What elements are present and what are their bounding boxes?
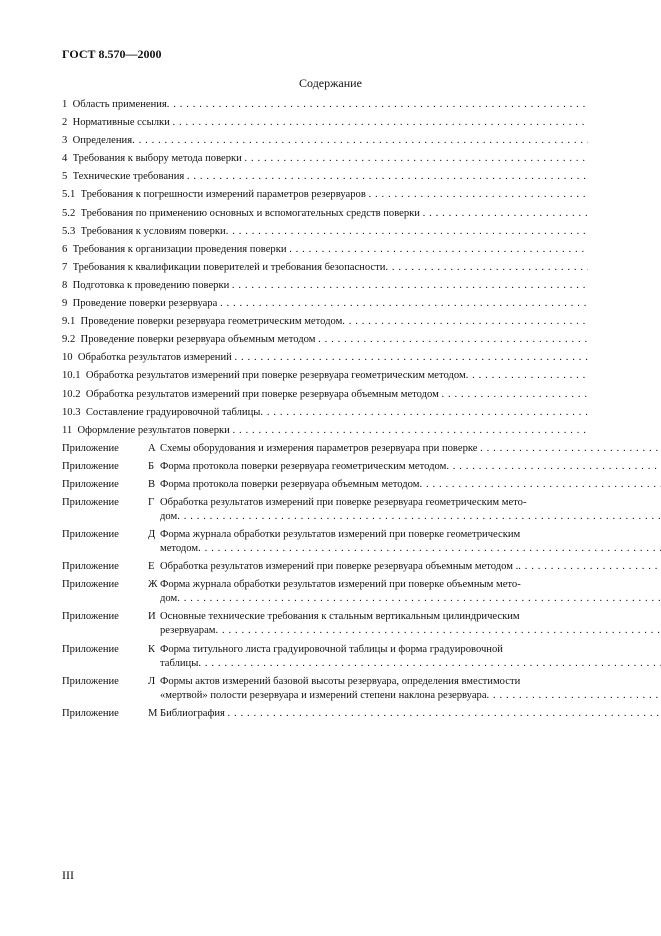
toc-entry-number: 10 (62, 352, 78, 364)
toc-entry-text: Обработка результатов измерений при поверке резервуара объемным методом (85, 388, 442, 400)
toc-entry-text: Технические требования (72, 171, 187, 183)
appendix-title-line2 (160, 624, 661, 638)
appendix-label: Приложение (62, 707, 119, 719)
appendix-title (160, 578, 661, 606)
appendix-letter: К (148, 643, 156, 655)
leader-dots (198, 542, 661, 556)
toc-entry-number: 5 (62, 171, 73, 183)
leader-dots (198, 657, 661, 671)
toc-entry-number: 9.2 (62, 334, 81, 346)
appendix-title-text: Обработка результатов измерений при поверке резервуара геометрическим мето- (160, 497, 527, 509)
appendix-letter: Л (148, 675, 156, 687)
appendix-title (160, 675, 661, 703)
toc-entry[interactable] (62, 369, 588, 383)
toc-entry-title (81, 207, 588, 221)
appendix-title-continuation: методом (160, 543, 199, 555)
appendix-title-line2 (160, 592, 661, 606)
appendix-title-text: Схемы оборудования и измерения параметров резервуара при поверке (160, 442, 481, 454)
toc-entry-title (86, 369, 588, 383)
toc-entry-text: Требования к условиям поверки (80, 225, 226, 237)
toc-entry[interactable] (62, 207, 588, 221)
toc-entry-number: 3 (62, 135, 73, 147)
toc-entry-text: Требования к выбору метода поверки (72, 153, 245, 165)
appendix-title-line1 (160, 675, 661, 689)
appendix-title-line1 (160, 707, 661, 721)
appendix-title-line2 (160, 657, 661, 671)
appendix-title-line1 (160, 460, 661, 474)
appendix-title-line1 (160, 560, 661, 574)
toc-entry[interactable] (62, 225, 588, 239)
toc-appendix[interactable] (62, 478, 588, 492)
appendix-title-text: Форма титульного листа градуировочной таблицы и форма градуировочной (160, 643, 503, 655)
page-number: III (62, 868, 74, 882)
toc-entry[interactable] (62, 315, 588, 329)
appendix-title (160, 707, 661, 721)
toc-entry-title (73, 297, 588, 311)
appendix-title-continuation: резервуарам (160, 625, 216, 637)
appendix-letter: Д (148, 529, 156, 541)
toc-entry-text: Проведение поверки резервуара геометрическим методом (80, 316, 343, 328)
toc-entry-text: Определения (72, 135, 133, 147)
appendix-label: Приложение (62, 561, 119, 573)
appendix-label: Приложение (62, 675, 119, 687)
toc-entry-number: 9.1 (62, 316, 81, 328)
toc-entry-number: 5.2 (62, 207, 81, 219)
toc-entry-title (81, 225, 588, 239)
toc-entry-title (78, 424, 589, 438)
appendix-label: Приложение (62, 497, 119, 509)
toc-entry-text: Требования к погрешности измерений параметров резервуаров (80, 189, 369, 201)
toc-entry-number: 5.3 (62, 225, 81, 237)
toc-entry-number: 9 (62, 298, 73, 310)
appendix-title-text: Основные технические требования к стальным вертикальным цилиндрическим (160, 611, 520, 623)
toc-entry-text: Требования к квалификации поверителей и требования безопасности (72, 261, 386, 273)
toc-entry-text: Нормативные ссылки (72, 117, 173, 129)
toc-entry[interactable] (62, 134, 588, 148)
appendix-title (160, 643, 661, 671)
appendix-title-continuation: «мертвой» полости резервуара и измерений степени наклона резервуара (160, 689, 487, 701)
appendix-title-line1 (160, 528, 661, 542)
toc-entry-title (73, 134, 588, 148)
appendix-title (160, 460, 661, 474)
toc-entry[interactable] (62, 333, 588, 347)
leader-dots (177, 592, 661, 606)
toc-appendix[interactable] (62, 578, 588, 606)
appendix-title (160, 560, 661, 574)
toc-entry-number: 11 (62, 424, 78, 436)
document-id: ГОСТ 8.570—2000 (62, 47, 162, 61)
toc-entry-title (86, 388, 588, 402)
appendix-title-line1 (160, 496, 661, 510)
appendix-title-line1 (160, 643, 661, 657)
appendix-title (160, 610, 661, 638)
appendix-title-line2 (160, 689, 661, 703)
toc-appendix[interactable] (62, 610, 588, 638)
toc-entry-number: 8 (62, 279, 73, 291)
toc-sections (62, 98, 588, 438)
appendix-title-continuation: дом (160, 511, 178, 523)
appendix-title (160, 478, 661, 492)
appendix-title-text: Форма протокола поверки резервуара объемным методом (160, 478, 420, 490)
toc-entry-text: Оформление результатов поверки (77, 424, 233, 436)
toc-entry-title (78, 351, 588, 365)
appendix-title-line1 (160, 442, 661, 456)
toc-appendix[interactable] (62, 560, 588, 574)
appendix-label: Приложение (62, 643, 119, 655)
toc-entry-text: Область применения (72, 99, 167, 110)
toc-entry-title (73, 261, 588, 275)
appendix-label: Приложение (62, 460, 119, 472)
toc-entry-text: Составление градуировочной таблицы (85, 406, 261, 418)
toc-entry-number: 10.2 (62, 388, 86, 400)
toc-entry-number: 7 (62, 261, 73, 273)
toc-entry[interactable] (62, 116, 588, 130)
toc-entry-number: 10.3 (62, 406, 86, 418)
appendix-label: Приложение (62, 579, 119, 591)
toc-entry-number: 2 (62, 117, 73, 129)
appendix-letter: М (148, 707, 158, 719)
appendix-title-line2 (160, 510, 661, 524)
appendix-label: Приложение (62, 442, 119, 454)
appendix-label: Приложение (62, 611, 119, 623)
appendix-title-text: Библиография (160, 707, 228, 719)
leader-dots (216, 624, 661, 638)
leader-dots (177, 510, 661, 524)
toc-entry[interactable] (62, 152, 588, 166)
toc-entry-text: Проведение поверки резервуара объемным методом (80, 334, 319, 346)
toc-entry-number: 1 (62, 99, 73, 110)
page-title: Содержание (299, 76, 362, 90)
appendix-title (160, 442, 661, 456)
toc-entry-title (73, 98, 588, 112)
appendix-title-line2 (160, 542, 661, 556)
toc-entry[interactable] (62, 424, 588, 438)
toc-entry-text: Обработка результатов измерений при поверке резервуара геометрическим методом (85, 370, 466, 382)
appendix-title (160, 528, 661, 556)
toc-entry[interactable] (62, 388, 588, 402)
appendix-letter: Г (148, 497, 155, 509)
toc-entry[interactable] (62, 297, 588, 311)
appendix-title-line1 (160, 478, 661, 492)
appendix-label: Приложение (62, 478, 119, 490)
appendix-letter: А (148, 442, 156, 454)
toc-entry[interactable] (62, 170, 588, 184)
table-of-contents (62, 98, 588, 725)
toc-appendix[interactable] (62, 528, 588, 556)
toc-appendices (62, 442, 588, 721)
toc-entry[interactable] (62, 261, 588, 275)
toc-appendix[interactable] (62, 643, 588, 671)
toc-entry-text: Требования к организации проведения поверки (72, 243, 290, 255)
toc-entry[interactable] (62, 351, 588, 365)
toc-entry-title (73, 279, 588, 293)
toc-entry[interactable] (62, 279, 588, 293)
toc-entry-number: 4 (62, 153, 73, 165)
appendix-letter: Е (148, 561, 155, 573)
appendix-letter: В (148, 478, 156, 490)
toc-appendix[interactable] (62, 460, 588, 474)
toc-entry-text: Обработка результатов измерений (77, 352, 235, 364)
toc-appendix[interactable] (62, 496, 588, 524)
appendix-title (160, 496, 661, 524)
appendix-letter: И (148, 611, 156, 623)
toc-appendix[interactable] (62, 442, 588, 456)
toc-entry-title (81, 315, 588, 329)
appendix-title-continuation: таблицы (160, 657, 199, 669)
toc-entry-title (86, 406, 588, 420)
appendix-title-text: Форма протокола поверки резервуара геометрическим методом (160, 460, 447, 472)
toc-appendix[interactable] (62, 707, 588, 721)
appendix-title-line1 (160, 610, 661, 624)
appendix-title-text: Форма журнала обработки результатов измерений при поверке объемным мето- (160, 579, 521, 591)
toc-entry-title (73, 116, 588, 130)
appendix-title-text: Обработка результатов измерений при поверке резервуара объемным методом . (160, 561, 519, 573)
toc-entry-number: 5.1 (62, 189, 81, 201)
appendix-label: Приложение (62, 529, 119, 541)
toc-entry-text: Проведение поверки резервуара (72, 298, 220, 310)
toc-entry-title (73, 170, 588, 184)
toc-entry-number: 10.1 (62, 370, 86, 382)
toc-entry-title (73, 152, 588, 166)
appendix-letter: Б (148, 460, 155, 472)
leader-dots (487, 689, 661, 703)
toc-entry-title (81, 188, 588, 202)
appendix-title-continuation: дом (160, 593, 178, 605)
appendix-title-text: Форма журнала обработки результатов измерений при поверке геометрическим (160, 529, 521, 541)
appendix-letter: Ж (148, 579, 158, 591)
appendix-title-text: Формы актов измерений базовой высоты резервуара, определения вместимости (160, 675, 521, 687)
toc-entry[interactable] (62, 406, 588, 420)
appendix-title-line1 (160, 578, 661, 592)
toc-appendix[interactable] (62, 675, 588, 703)
toc-entry-number: 6 (62, 243, 73, 255)
toc-entry-text: Требования по применению основных и вспомогательных средств поверки (80, 207, 423, 219)
toc-entry[interactable] (62, 188, 588, 202)
toc-entry-title (81, 333, 588, 347)
toc-entry-text: Подготовка к проведению поверки (72, 279, 232, 291)
toc-entry[interactable] (62, 98, 588, 112)
toc-entry[interactable] (62, 243, 588, 257)
toc-entry-title (73, 243, 588, 257)
